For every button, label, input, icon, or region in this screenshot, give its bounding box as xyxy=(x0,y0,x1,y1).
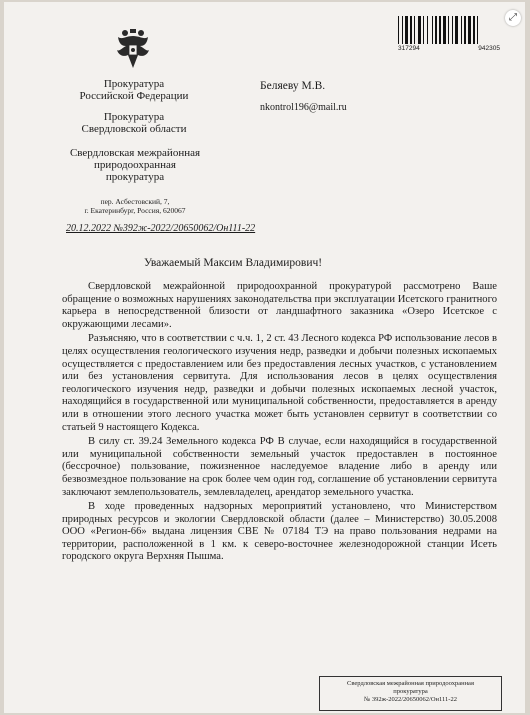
paragraph: В силу ст. 39.24 Земельного кодекса РФ В случае, если находящийся в государственной или муниципальной собственности земельный участок предоставлен в постоянное (бессрочное) пользование, пожизненное наследуемое владение либо в аренду или безвозмездное пользование на срок более чем один год, соглашение об установлении сервитута заключают землепользователь, землевладелец, арендатор земельного участка. xyxy=(62,436,497,498)
region-line-1: Прокуратура xyxy=(103,111,165,123)
barcode-bar xyxy=(423,16,424,44)
greeting: Уважаемый Максим Владимирович! xyxy=(144,257,323,269)
barcode-bar xyxy=(452,16,453,44)
barcode-bar xyxy=(461,16,462,44)
barcode-left-number: 317294 xyxy=(398,45,420,52)
barcode-bar xyxy=(405,16,408,44)
dept-line-1: Свердловская межрайонная xyxy=(69,147,201,159)
barcode-bar xyxy=(427,16,428,44)
barcode-bar xyxy=(435,16,437,44)
barcode-numbers xyxy=(398,45,500,52)
double-headed-eagle-icon xyxy=(114,28,152,70)
registration-number: 20.12.2022 №392ж-2022/20650062/Он111-22 xyxy=(66,223,256,234)
letter-body xyxy=(62,281,497,566)
sender-address xyxy=(60,197,210,215)
stamp-line-3: № 392ж-2022/20650062/Он111-22 xyxy=(364,696,457,703)
dept-line-3: прокуратура xyxy=(105,171,165,183)
recipient-email: nkontrol196@mail.ru xyxy=(260,102,347,113)
stamp-line-2: прокуратура xyxy=(393,688,428,695)
stamp-line-1: Свердловская межрайонная природоохранная xyxy=(347,680,474,687)
paragraph: В ходе проведенных надзорных мероприятий установлено, что Министерством природных ресурсов и экологии Свердловской области (далее – Министерство) 30.05.2008 ООО «Регион-66» выдана лицензия СВЕ № 07184 ТЭ на право пользования недрами на территории, расположенной в 1 км. к северо-восточнее железнодорожной станции Исеть городского округа Верхняя Пышма. xyxy=(62,501,497,563)
barcode-bar xyxy=(410,16,412,44)
sender-region xyxy=(64,111,204,135)
barcode-bar xyxy=(443,16,446,44)
address-line-1: пер. Асбестовский, 7, xyxy=(100,197,170,206)
letter-page xyxy=(4,2,525,713)
expand-icon[interactable]: ⤢ xyxy=(505,10,521,26)
barcode-bar xyxy=(414,16,415,44)
barcode-bar xyxy=(448,16,449,44)
dept-line-2: природоохранная xyxy=(94,159,176,171)
barcode-bar xyxy=(398,16,399,44)
org-line-2: Российской Федерации xyxy=(79,90,189,102)
barcode-bar xyxy=(402,16,403,44)
sender-org xyxy=(64,78,204,102)
barcode-bar xyxy=(477,16,478,44)
address-line-2: г. Екатеринбург, Россия, 620067 xyxy=(84,206,186,215)
barcode-bar xyxy=(418,16,421,44)
barcode xyxy=(398,16,500,44)
barcode-bar xyxy=(473,16,475,44)
barcode-bar xyxy=(432,16,433,44)
recipient-name: Беляеву М.В. xyxy=(260,80,326,92)
barcode-bar xyxy=(439,16,441,44)
barcode-right-number: 942305 xyxy=(478,45,500,52)
barcode-bar xyxy=(468,16,471,44)
region-line-2: Свердловской области xyxy=(81,123,187,135)
barcode-bar xyxy=(455,16,458,44)
org-line-1: Прокуратура xyxy=(103,78,165,90)
sender-department xyxy=(60,147,210,183)
registration-stamp xyxy=(319,676,502,711)
barcode-bar xyxy=(464,16,466,44)
paragraph: Разъясняю, что в соответствии с ч.ч. 1, 2 ст. 43 Лесного кодекса РФ использование лесов в целях осуществления геологического изучения недр, разведки и добычи полезных ископаемых осуществляется с предоставлением или без предоставления лесных участков, с установлением или без установления сервитута. Для использования лесов в целях осуществления геологического изучения недр, разведки и добычи полезных ископаемых лесной участок, находящийся в государственной или муниципальной собственности, предоставляется в аренду или в отношении этого лесного участка может быть установлен сервитут в соответствии со статьей 9 настоящего Кодекса. xyxy=(62,333,497,433)
paragraph: Свердловской межрайонной природоохранной прокуратурой рассмотрено Ваше обращение о возможных нарушениях законодательства при эксплуатации Исетского гранитного карьера в непосредственной близости от ландшафтного заказника «Озеро Исетское с окружающими лесами». xyxy=(62,281,497,330)
